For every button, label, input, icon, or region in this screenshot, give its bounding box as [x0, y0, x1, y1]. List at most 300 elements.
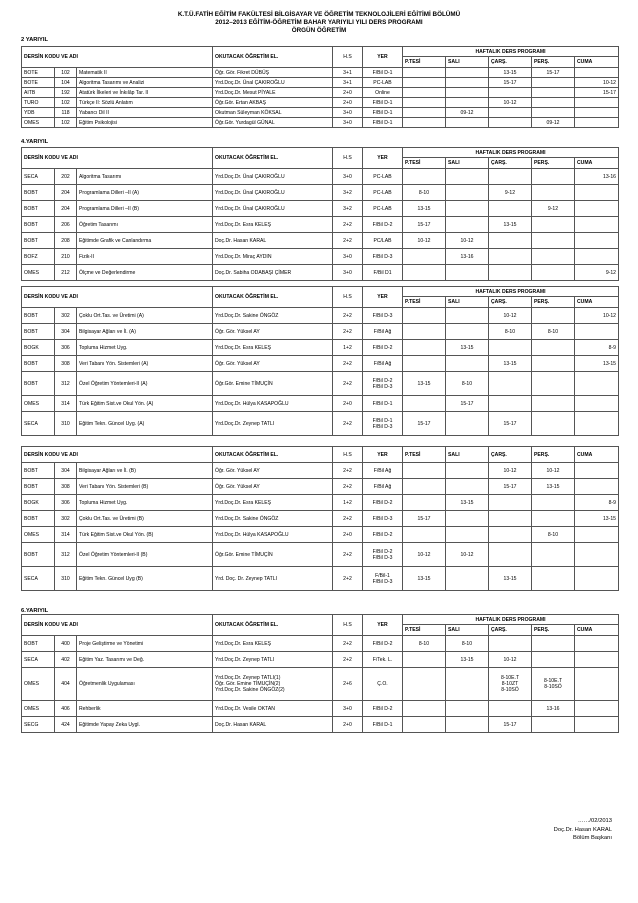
col-header-day: PERŞ. [532, 625, 575, 636]
course-room: F/Bil D-2 [363, 217, 403, 233]
course-slot [403, 88, 446, 98]
course-hours: 2+2 [333, 372, 363, 396]
course-name: Özel Öğretim Yöntemleri-II (A) [77, 372, 213, 396]
course-slot: 13-15 [575, 511, 619, 527]
course-hours: 3+1 [333, 78, 363, 88]
course-row [22, 308, 619, 324]
course-slot: 8-10E.T 8-10SÖ [532, 668, 575, 701]
course-slot: 8-10 [489, 324, 532, 340]
col-header-day: PERŞ. [532, 158, 575, 169]
course-hours: 3+0 [333, 169, 363, 185]
course-slot [532, 340, 575, 356]
course-slot: 09-12 [532, 118, 575, 128]
course-slot [489, 527, 532, 543]
col-header-code: DERSİN KODU VE ADI [22, 615, 213, 636]
course-slot [532, 543, 575, 567]
course-slot [446, 201, 489, 217]
course-lecturer: Yrd.Doç.Dr. Esra KELEŞ [213, 217, 333, 233]
course-lecturer: Öğr.Gör. Emine TİMUÇİN [213, 372, 333, 396]
course-code: AITB [22, 88, 55, 98]
course-lecturer: Öğr.Gör. Emine TİMUÇİN [213, 543, 333, 567]
course-code: SECG [22, 717, 55, 733]
course-slot [575, 233, 619, 249]
schedule-table-semester-2 [21, 46, 619, 128]
course-code: SECA [22, 652, 55, 668]
course-slot [446, 463, 489, 479]
course-hours: 2+0 [333, 98, 363, 108]
signature-block [554, 817, 612, 843]
course-room: F/Bil D-1 [363, 396, 403, 412]
col-header-day: SALI [446, 297, 489, 308]
course-slot [575, 249, 619, 265]
course-slot: 10-12 [575, 78, 619, 88]
course-row [22, 567, 619, 591]
course-slot [403, 495, 446, 511]
course-room: F/Bil D-2 [363, 527, 403, 543]
course-room: Online [363, 88, 403, 98]
course-lecturer: Yrd.Doç.Dr. Sakine ÖNGÖZ [213, 511, 333, 527]
course-code: BOTE [22, 68, 55, 78]
course-slot [403, 249, 446, 265]
course-hours: 2+2 [333, 412, 363, 436]
course-room: F/Bil D-1 [363, 118, 403, 128]
course-slot [489, 233, 532, 249]
course-name: Türk Eğitim Sist.ve Okul Yön. (B) [77, 527, 213, 543]
course-lecturer: Okutman Süleyman KÖKSAL [213, 108, 333, 118]
course-slot: 13-15 [575, 356, 619, 372]
course-slot [403, 265, 446, 281]
course-room: F/Bil Ağ [363, 463, 403, 479]
col-header-weekly: HAFTALIK DERS PROGRAMI [403, 148, 619, 158]
course-room: F/Bil D1 [363, 265, 403, 281]
course-slot [575, 701, 619, 717]
course-name: Türkçe II: Sözlü Anlatım [77, 98, 213, 108]
course-slot [532, 495, 575, 511]
col-header-day: P.TESİ [403, 447, 446, 463]
course-number: 212 [55, 265, 77, 281]
course-slot [403, 68, 446, 78]
course-slot [532, 396, 575, 412]
course-name: Ölçme ve Değerlendirme [77, 265, 213, 281]
col-header-day: SALI [446, 158, 489, 169]
course-room: F/Bil Ağ [363, 324, 403, 340]
course-lecturer: Öğr.Gör. Yurdagül GÜNAL [213, 118, 333, 128]
document-header [0, 11, 638, 35]
course-hours: 2+0 [333, 717, 363, 733]
course-slot [446, 308, 489, 324]
course-code: BOTE [22, 78, 55, 88]
course-hours: 3+0 [333, 701, 363, 717]
course-slot: 8-10E.T 8-10ZT 8-10SÖ [489, 668, 532, 701]
course-row [22, 372, 619, 396]
course-lecturer: Öğr.Gör. Ertan AKBAŞ [213, 98, 333, 108]
course-code: BOBT [22, 543, 55, 567]
course-row [22, 463, 619, 479]
course-hours: 2+0 [333, 527, 363, 543]
course-code: BOBT [22, 233, 55, 249]
course-slot [489, 511, 532, 527]
course-slot: 8-10 [446, 372, 489, 396]
col-header-hours: H.S [333, 148, 363, 169]
course-slot: 15-17 [403, 217, 446, 233]
course-slot: 13-15 [403, 372, 446, 396]
course-slot [446, 717, 489, 733]
course-slot [446, 118, 489, 128]
course-number: 204 [55, 201, 77, 217]
course-name: Rehberlik [77, 701, 213, 717]
course-name: Bilgisayar Ağları ve İl. (A) [77, 324, 213, 340]
course-room: Ç.O. [363, 668, 403, 701]
course-slot [575, 668, 619, 701]
course-row [22, 265, 619, 281]
course-room: F/Bil D-1 [363, 98, 403, 108]
col-header-day: ÇARŞ. [489, 447, 532, 463]
col-header-lecturer: OKUTACAK ÖĞRETİM EL. [213, 148, 333, 169]
course-number: 306 [55, 340, 77, 356]
course-code: OMES [22, 118, 55, 128]
course-slot [446, 412, 489, 436]
col-header-room: YER [363, 148, 403, 169]
course-code: BOBT [22, 511, 55, 527]
course-hours: 2+2 [333, 356, 363, 372]
course-slot [575, 98, 619, 108]
col-header-hours: H.S [333, 615, 363, 636]
course-slot [446, 217, 489, 233]
col-header-day: CUMA [575, 57, 619, 68]
course-hours: 2+2 [333, 636, 363, 652]
course-lecturer: Yrd.Doç.Dr. Mesut PİYALE [213, 88, 333, 98]
course-lecturer: Yrd.Doç.Dr. Ünal ÇAKIROĞLU [213, 201, 333, 217]
course-slot: 13-15 [403, 567, 446, 591]
course-slot [532, 98, 575, 108]
course-slot [489, 201, 532, 217]
course-hours: 2+2 [333, 308, 363, 324]
education-type: ÖRGÜN ÖĞRETİM [291, 27, 347, 34]
col-header-room: YER [363, 615, 403, 636]
course-number: 310 [55, 412, 77, 436]
course-name: Çoklu Ort.Tas. ve Üretimi (A) [77, 308, 213, 324]
course-slot [532, 217, 575, 233]
course-name: Proje Geliştirme ve Yönetimi [77, 636, 213, 652]
course-slot [403, 108, 446, 118]
col-header-day: PERŞ. [532, 447, 575, 463]
course-number: 402 [55, 652, 77, 668]
course-code: BOBT [22, 479, 55, 495]
course-row [22, 701, 619, 717]
course-code: SECA [22, 567, 55, 591]
course-code: BOBT [22, 636, 55, 652]
course-lecturer: Yrd.Doç.Dr. Vesile OKTAN [213, 701, 333, 717]
course-slot: 13-15 [403, 201, 446, 217]
course-slot [575, 463, 619, 479]
col-header-day: P.TESİ [403, 297, 446, 308]
course-number: 312 [55, 372, 77, 396]
course-slot: 13-15 [489, 567, 532, 591]
course-hours: 3+0 [333, 118, 363, 128]
course-slot [446, 479, 489, 495]
course-code: TURO [22, 98, 55, 108]
course-name: Algoritma Tasarımı [77, 169, 213, 185]
schedule-table-semester-4 [21, 147, 619, 281]
col-header-day: CUMA [575, 158, 619, 169]
course-lecturer: Yrd.Doç.Dr. Ünal ÇAKIROĞLU [213, 185, 333, 201]
course-slot [575, 108, 619, 118]
course-lecturer: Yrd.Doç.Dr. Esra KELEŞ [213, 340, 333, 356]
course-slot: 10-12 [446, 233, 489, 249]
course-hours: 2+2 [333, 567, 363, 591]
course-row [22, 98, 619, 108]
course-slot [403, 527, 446, 543]
course-room: F/Bil D-1 [363, 68, 403, 78]
course-slot: 15-17 [403, 412, 446, 436]
course-number: 314 [55, 527, 77, 543]
course-slot: 13-15 [446, 652, 489, 668]
course-slot: 13-15 [446, 495, 489, 511]
col-header-day: ÇARŞ. [489, 297, 532, 308]
col-header-weekly: HAFTALIK DERS PROGRAMI [403, 287, 619, 297]
course-room: F/Bil Ağ [363, 356, 403, 372]
course-slot [403, 98, 446, 108]
course-hours: 2+2 [333, 511, 363, 527]
course-slot [446, 324, 489, 340]
course-code: BOBT [22, 324, 55, 340]
course-name: Eğitim Yaz. Tasarımı ve Değ. [77, 652, 213, 668]
course-slot: 15-17 [403, 511, 446, 527]
course-slot [489, 265, 532, 281]
course-slot: 13-16 [446, 249, 489, 265]
course-slot [575, 217, 619, 233]
course-room: F/Bil D-3 [363, 249, 403, 265]
section-title-2: 2 YARIYIL [21, 37, 49, 43]
course-row [22, 495, 619, 511]
col-header-lecturer: OKUTACAK ÖĞRETİM EL. [213, 287, 333, 308]
course-lecturer: Öğr. Gör. Fikret DÜBÜŞ [213, 68, 333, 78]
course-slot [532, 372, 575, 396]
course-room: PC-LAB [363, 185, 403, 201]
course-number: 210 [55, 249, 77, 265]
course-slot [575, 717, 619, 733]
col-header-day: CUMA [575, 297, 619, 308]
course-lecturer: Yrd.Doç.Dr. Zeynep TATLI [213, 412, 333, 436]
course-number: 302 [55, 308, 77, 324]
course-slot: 10-12 [403, 233, 446, 249]
course-slot: 15-17 [489, 479, 532, 495]
course-slot [575, 68, 619, 78]
course-code: OMES [22, 527, 55, 543]
course-slot: 8-10 [532, 324, 575, 340]
course-code: BOBT [22, 372, 55, 396]
schedule-table-group-b [21, 446, 619, 591]
course-lecturer: Yrd.Doç.Dr. Esra KELEŞ [213, 636, 333, 652]
course-slot [446, 68, 489, 78]
course-lecturer: Yrd.Doç.Dr. Zeynep TATLI(1) Öğr. Gör. Emine TİMUÇİN(2) Yrd.Doç.Dr. Sakine ÖNGÖZ(2) [213, 668, 333, 701]
course-code: BOFZ [22, 249, 55, 265]
course-slot [532, 636, 575, 652]
col-header-day: PERŞ. [532, 57, 575, 68]
course-slot: 13-15 [489, 68, 532, 78]
col-header-code: DERSİN KODU VE ADI [22, 148, 213, 169]
course-lecturer: Yrd.Doç.Dr. Miraç AYDIN [213, 249, 333, 265]
course-slot [446, 668, 489, 701]
course-slot [403, 463, 446, 479]
course-slot [446, 701, 489, 717]
course-slot [489, 249, 532, 265]
course-slot: 8-10 [532, 527, 575, 543]
course-slot [532, 308, 575, 324]
course-slot [403, 78, 446, 88]
course-row [22, 78, 619, 88]
course-slot [532, 511, 575, 527]
course-name: Türk Eğitim Sist.ve Okul Yön. (A) [77, 396, 213, 412]
course-slot: 13-15 [446, 340, 489, 356]
course-name: Matematik II [77, 68, 213, 78]
course-lecturer: Doç.Dr. Sabiha ODABAŞI ÇİMER [213, 265, 333, 281]
course-slot: 10-12 [446, 543, 489, 567]
course-row [22, 511, 619, 527]
course-slot [446, 511, 489, 527]
course-slot [489, 495, 532, 511]
course-room: F/Bil D-2 [363, 340, 403, 356]
course-number: 204 [55, 185, 77, 201]
course-slot [489, 543, 532, 567]
course-slot [403, 479, 446, 495]
course-code: BOBT [22, 217, 55, 233]
course-lecturer: Öğr. Gör. Yüksel AY [213, 479, 333, 495]
col-header-weekly: HAFTALIK DERS PROGRAMI [403, 615, 619, 625]
course-slot: 13-15 [532, 479, 575, 495]
course-slot: 09-12 [446, 108, 489, 118]
course-number: 304 [55, 463, 77, 479]
col-header-day: CUMA [575, 625, 619, 636]
course-code: BOBT [22, 185, 55, 201]
course-number: 306 [55, 495, 77, 511]
course-slot [446, 185, 489, 201]
col-header-day: ÇARŞ. [489, 158, 532, 169]
course-slot: 15-17 [575, 88, 619, 98]
course-hours: 2+2 [333, 652, 363, 668]
col-header-day: ÇARŞ. [489, 625, 532, 636]
course-name: Veri Tabanı Yön. Sistemleri (A) [77, 356, 213, 372]
signature-date: ……/02/2013 [577, 818, 612, 824]
course-name: Programlama Dilleri –II (B) [77, 201, 213, 217]
course-slot [489, 372, 532, 396]
program-title: 2012–2013 EĞİTİM-ÖĞRETİM BAHAR YARIYILI YILI DERS PROGRAMI [215, 19, 423, 26]
course-row [22, 68, 619, 78]
course-room: F/Bil D-1 [363, 108, 403, 118]
course-row [22, 217, 619, 233]
course-lecturer: Yrd.Doç.Dr. Hülya KASAPOĞLU [213, 396, 333, 412]
course-name: Eğitim Tekn. Güncel Uyg (B) [77, 567, 213, 591]
course-name: Fizik-II [77, 249, 213, 265]
course-row [22, 233, 619, 249]
course-code: OMES [22, 396, 55, 412]
course-slot [532, 108, 575, 118]
course-slot [403, 118, 446, 128]
course-row [22, 249, 619, 265]
course-number: 104 [55, 78, 77, 88]
course-number: 206 [55, 217, 77, 233]
course-hours: 2+2 [333, 217, 363, 233]
course-row [22, 636, 619, 652]
course-number: 102 [55, 118, 77, 128]
course-hours: 3+2 [333, 185, 363, 201]
course-slot [403, 356, 446, 372]
col-header-day: SALI [446, 447, 489, 463]
course-name: Topluma Hizmet Uyg. [77, 340, 213, 356]
course-code: BOBT [22, 201, 55, 217]
course-hours: 2+2 [333, 463, 363, 479]
course-slot [403, 668, 446, 701]
course-row [22, 479, 619, 495]
course-slot [489, 701, 532, 717]
course-lecturer: Yrd.Doç.Dr. Ünal ÇAKIROĞLU [213, 78, 333, 88]
course-number: 202 [55, 169, 77, 185]
course-slot: 15-17 [532, 68, 575, 78]
course-row [22, 88, 619, 98]
course-number: 192 [55, 88, 77, 98]
course-room: F/Bil D-2 [363, 636, 403, 652]
course-lecturer: Yrd.Doç.Dr. Esra KELEŞ [213, 495, 333, 511]
course-slot: 10-12 [489, 98, 532, 108]
course-hours: 2+2 [333, 324, 363, 340]
course-row [22, 201, 619, 217]
course-slot [532, 88, 575, 98]
course-room: F/Bil D-3 [363, 308, 403, 324]
course-name: Eğitim Tekn. Güncel Uyg. (A) [77, 412, 213, 436]
course-lecturer: Öğr. Gör. Yüksel AY [213, 324, 333, 340]
course-slot [403, 308, 446, 324]
course-number: 424 [55, 717, 77, 733]
course-slot: 10-12 [489, 308, 532, 324]
course-slot [446, 527, 489, 543]
course-slot [446, 98, 489, 108]
course-slot [446, 88, 489, 98]
course-name: Öğretmenlik Uygulaması [77, 668, 213, 701]
course-number: 406 [55, 701, 77, 717]
course-slot: 15-17 [489, 717, 532, 733]
course-room: PC-LAB [363, 169, 403, 185]
course-slot: 8-10 [403, 636, 446, 652]
col-header-lecturer: OKUTACAK ÖĞRETİM EL. [213, 447, 333, 463]
course-row [22, 324, 619, 340]
course-slot [403, 340, 446, 356]
course-slot [489, 396, 532, 412]
course-number: 208 [55, 233, 77, 249]
course-number: 102 [55, 68, 77, 78]
course-hours: 2+6 [333, 668, 363, 701]
course-number: 312 [55, 543, 77, 567]
course-number: 310 [55, 567, 77, 591]
course-slot: 9-12 [575, 265, 619, 281]
course-code: SECA [22, 169, 55, 185]
section-title-6: 6.YARIYIL [21, 608, 49, 614]
course-room: F/Bil D-1 F/Bil D-3 [363, 412, 403, 436]
course-slot [532, 169, 575, 185]
course-hours: 1+2 [333, 340, 363, 356]
course-slot [532, 249, 575, 265]
course-lecturer: Öğr. Gör. Yüksel AY [213, 356, 333, 372]
course-name: Yabancı Dil II [77, 108, 213, 118]
col-header-day: P.TESİ [403, 625, 446, 636]
course-slot: 13-16 [575, 169, 619, 185]
course-slot [446, 169, 489, 185]
course-room: F/Bil D-2 F/Bil D-3 [363, 543, 403, 567]
schedule-table-group-a [21, 286, 619, 436]
course-code: OMES [22, 701, 55, 717]
course-hours: 2+2 [333, 543, 363, 567]
course-slot: 10-12 [403, 543, 446, 567]
course-slot [403, 701, 446, 717]
